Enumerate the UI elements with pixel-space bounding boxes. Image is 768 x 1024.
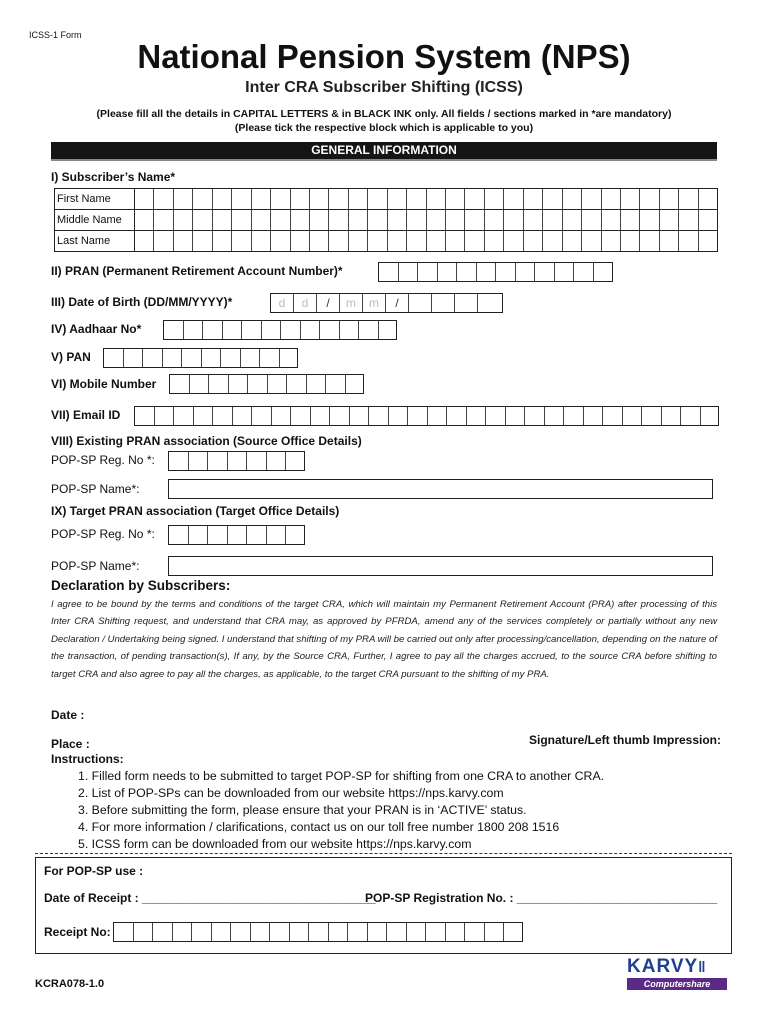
form-code: ICSS-1 Form [29, 30, 82, 40]
middle-name-label: Middle Name [55, 210, 135, 230]
last-name-label: Last Name [55, 231, 135, 251]
pan-label: V) PAN [51, 350, 91, 364]
pop-sp-use-box [35, 857, 732, 954]
dob-d1: d [271, 294, 294, 312]
source-name-field[interactable] [168, 479, 713, 499]
instruction-item: 3. Before submitting the form, please ensure that your PRAN is in ‘ACTIVE’ status. [78, 803, 527, 817]
dob-y2: y [432, 294, 455, 312]
section-header: GENERAL INFORMATION [311, 143, 457, 157]
instructions-list [78, 768, 604, 853]
dob-d2: d [294, 294, 317, 312]
declaration-title: Declaration by Subscribers: [51, 578, 231, 593]
first-name-row[interactable] [55, 189, 717, 210]
aadhaar-label: IV) Aadhaar No* [51, 322, 142, 336]
source-name-label: POP-SP Name*: [51, 482, 140, 496]
page-title: National Pension System (NPS) [137, 38, 631, 75]
subscriber-name-grid [54, 188, 718, 252]
pran-label: II) PRAN (Permanent Retirement Account Number)* [51, 264, 343, 278]
instruction-item: 1. Filled form needs to be submitted to target POP-SP for shifting from one CRA to another CRA. [78, 769, 605, 783]
dob-y4: y [487, 296, 493, 310]
source-reg-boxes[interactable] [168, 451, 305, 471]
mobile-label: VI) Mobile Number [51, 377, 157, 391]
instruction-item: 4. For more information / clarifications, contact us on our toll free number 1800 208 1516 [78, 820, 560, 834]
cut-line [35, 853, 732, 854]
dob-m1: m [340, 294, 363, 312]
dob-y1: y [409, 294, 432, 312]
dob-m2: m [363, 294, 386, 312]
date-of-receipt[interactable]: Date of Receipt : ___________________________________ [44, 891, 376, 905]
footer-code: KCRA078-1.0 [35, 978, 105, 990]
karvy-logo [627, 957, 727, 989]
instruction-note-1: (Please fill all the details in CAPITAL LETTERS & in BLACK INK only. All fields / sections marked in *are mandatory) [96, 108, 672, 120]
dob-label: III) Date of Birth (DD/MM/YYYY)* [51, 295, 233, 309]
dob-slash-1: / [317, 294, 340, 312]
email-label: VII) Email ID [51, 408, 121, 422]
page-subtitle: Inter CRA Subscriber Shifting (ICSS) [245, 79, 523, 96]
signature-label: Signature/Left thumb Impression: [529, 733, 722, 747]
dob-slash-2: / [386, 294, 409, 312]
dob-boxes[interactable] [270, 293, 503, 313]
middle-name-row[interactable] [55, 210, 717, 231]
target-reg-boxes[interactable] [168, 525, 305, 545]
pop-sp-registration-no[interactable]: POP-SP Registration No. : ______________________________ [365, 891, 718, 905]
mobile-boxes[interactable] [169, 374, 364, 394]
date-label: Date : [51, 708, 85, 722]
instruction-item: 5. ICSS form can be downloaded from our website https://nps.karvy.com [78, 837, 472, 851]
dob-y3: y [455, 294, 478, 312]
source-reg-label: POP-SP Reg. No *: [51, 453, 155, 467]
pan-boxes[interactable] [103, 348, 298, 368]
target-reg-label: POP-SP Reg. No *: [51, 527, 155, 541]
receipt-no-label: Receipt No: [44, 925, 111, 939]
first-name-label: First Name [55, 189, 135, 209]
target-name-field[interactable] [168, 556, 713, 576]
section-header-bar [51, 142, 717, 161]
source-office-label: VIII) Existing PRAN association (Source Office Details) [51, 434, 362, 448]
subscriber-name-label: I) Subscriber’s Name* [51, 170, 176, 184]
target-name-label: POP-SP Name*: [51, 559, 140, 573]
instructions-title: Instructions: [51, 752, 124, 766]
logo-name: KARVY‖ [627, 956, 707, 977]
instruction-note-2: (Please tick the respective block which is applicable to you) [234, 122, 534, 134]
place-label: Place : [51, 737, 90, 751]
pop-use-title: For POP-SP use : [44, 864, 144, 878]
pran-boxes[interactable] [378, 262, 613, 282]
logo-tagline: Computershare [627, 978, 727, 990]
receipt-no-boxes[interactable] [113, 922, 523, 942]
aadhaar-boxes[interactable] [163, 320, 397, 340]
target-office-label: IX) Target PRAN association (Target Office Details) [51, 504, 340, 518]
declaration-text: I agree to be bound by the terms and conditions of the target CRA, which will maintain my Permanent Retirement Account (PRA) after processing of this Inter CRA Shifting request, and understand that CRA may, as approved by PFRDA, amend any of the services completely or partially without any new Declaration / Undertaking being signed. I understand that shifting of my PRA will be carried out only after processing/cancellation, depending on the nature of the transaction, of pending transaction(s), If any, by the Source CRA, Further, I agree to pay all the charges accrued, to the source CRA before shifting to target CRA and also agree to pay all the charges, as applicable, to the target CRA pursuant to the shifting of my PRA. [51, 599, 717, 680]
instruction-item: 2. List of POP-SPs can be downloaded from our website https://nps.karvy.com [78, 786, 504, 800]
last-name-row[interactable] [55, 231, 717, 251]
email-boxes[interactable] [134, 406, 719, 426]
